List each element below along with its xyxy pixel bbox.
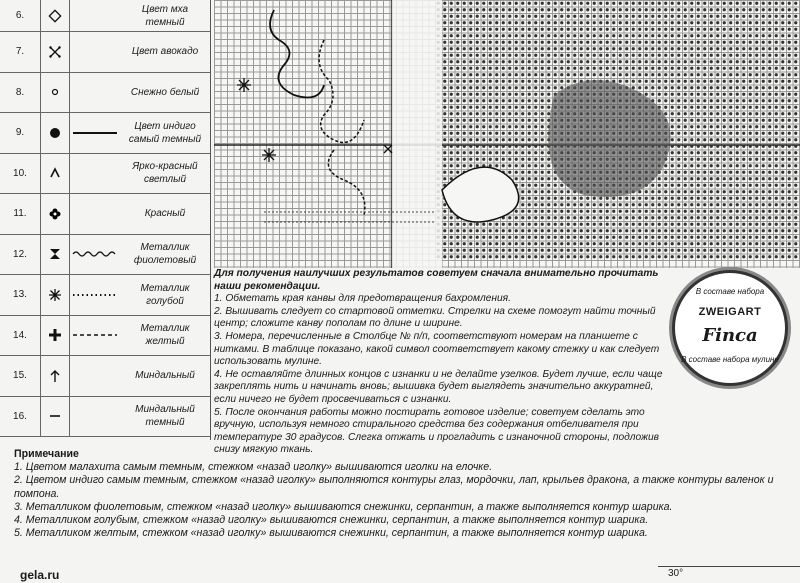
- legend-row: [0, 32, 210, 73]
- color-legend-table: [0, 0, 211, 440]
- legend-row: [0, 356, 210, 397]
- notes-block: [14, 448, 794, 540]
- x-dots-icon: [41, 32, 70, 72]
- legend-row: [0, 235, 210, 276]
- legend-row: [0, 73, 210, 114]
- badge-top-text: В составе набора: [695, 287, 765, 296]
- small-circle-icon: [41, 73, 70, 113]
- legend-color-name: Миндальный: [135, 370, 195, 382]
- legend-number: 14.: [0, 316, 41, 356]
- instruction-item: 4. Не оставляйте длинных концов с изнанки и не делайте узелков. Будет лучше, если чаще закреплять нить и начинать вновь; вышивка будет выглядеть значительно аккуратней, если ничего не будет просвечиваться с изнанки.: [214, 368, 663, 405]
- legend-color-name: Ярко-красный светлый: [132, 161, 198, 186]
- stitch-line-sample: [70, 316, 120, 356]
- stitch-line-sample: [70, 0, 120, 31]
- note-item: 4. Металликом голубым, стежком «назад иголку» вышиваются снежинки, серпантин, а также выполняется контур шарика.: [14, 514, 649, 527]
- instructions-block: [214, 268, 664, 457]
- wash-temperature-symbol: [658, 566, 800, 583]
- instruction-item: 1. Обметать края канвы для предотвращения бахромления.: [214, 293, 511, 305]
- legend-color-name: Цвет авокадо: [131, 46, 199, 58]
- legend-number: 16.: [0, 397, 41, 437]
- legend-number: 6.: [0, 0, 41, 31]
- legend-number: 12.: [0, 235, 41, 275]
- note-item: 3. Металликом фиолетовым, стежком «назад иголку» вышиваются снежинки, серпантин, а также выполняется контур шарика.: [14, 500, 673, 513]
- asterisk-icon: [41, 275, 70, 315]
- zweigart-finca-badge: [672, 270, 788, 386]
- stitch-line-sample: [70, 397, 120, 437]
- instruction-item: 2. Вышивать следует со стартовой отметки. Стрелки на схеме помогут найти точный центр; сложите канву пополам по длине и ширине.: [214, 305, 656, 330]
- note-item: 1. Цветом малахита самым темным, стежком «назад иголку» вышиваются иголки на елочке.: [14, 461, 493, 474]
- legend-color-name: Снежно белый: [130, 86, 200, 98]
- instruction-item: 3. Номера, перечисленные в Столбце № п/п, соответствуют номерам на планшете с нитками. В таблице показано, какой символ соответствует какому стежку и как следует использовать мулине.: [214, 330, 660, 368]
- stitch-line-sample: [70, 113, 120, 153]
- legend-color-name: Металлик фиолетовый: [133, 242, 197, 267]
- cross-stitch-chart: [214, 0, 800, 268]
- note-item: 5. Металликом желтым, стежком «назад иголку» вышиваются снежинки, серпантин, а также выполняется контур шарика.: [14, 527, 648, 540]
- temperature-label: 30°: [668, 568, 684, 579]
- chart-pattern: [214, 0, 800, 268]
- stitch-line-sample: [70, 235, 120, 275]
- flower-icon: [41, 194, 70, 234]
- legend-number: 9.: [0, 113, 41, 153]
- stitch-line-sample: [70, 194, 120, 234]
- stitch-line-sample: [70, 73, 120, 113]
- legend-color-name: Цвет индиго самый темный: [128, 120, 202, 145]
- legend-number: 8.: [0, 73, 41, 113]
- filled-circle-icon: [41, 113, 70, 153]
- snowflake-icon: [237, 78, 392, 162]
- plus-icon: [41, 316, 70, 356]
- notes-title: Примечание: [14, 448, 79, 460]
- site-logo: gela.ru: [20, 568, 60, 582]
- note-item: 2. Цветом индиго самым темным, стежком «назад иголку» выполняются контуры глаз, мордочки, лап, крыльев дракона, а также контуры валенок и помпона.: [14, 474, 774, 500]
- badge-brand-finca: Finca: [702, 325, 758, 346]
- stitch-line-sample: [70, 154, 120, 194]
- legend-row: [0, 0, 210, 32]
- caret-up-icon: [41, 154, 70, 194]
- instruction-item: 5. После окончания работы можно постирать готовое изделие; советуем сделать это вручную, используя немного стирального средства без содержания отбеливателя при температуре 30 градусов. Слегка отжать и прогладить с изнаночной стороны, подложив снизу мягкую ткань.: [214, 406, 659, 456]
- minus-icon: [41, 397, 70, 437]
- legend-color-name: Цвет мха темный: [141, 3, 189, 28]
- stitch-line-sample: [70, 356, 120, 396]
- legend-number: 15.: [0, 356, 41, 396]
- instructions-list: [214, 293, 664, 457]
- stitch-line-sample: [70, 32, 120, 72]
- legend-color-name: Металлик желтый: [140, 323, 190, 348]
- badge-bottom-text: В составе набора мулине: [681, 355, 779, 364]
- legend-row: [0, 316, 210, 357]
- legend-row: [0, 194, 210, 235]
- stitch-line-sample: [70, 275, 120, 315]
- diamond-outline-icon: [41, 0, 70, 31]
- legend-row: [0, 113, 210, 154]
- legend-number: 7.: [0, 32, 41, 72]
- instructions-title: Для получения наилучших результатов советуем сначала внимательно прочитать наши рекомендации.: [214, 268, 659, 292]
- legend-color-name: Металлик голубой: [140, 282, 190, 307]
- legend-row: [0, 275, 210, 316]
- hourglass-icon: [41, 235, 70, 275]
- legend-number: 13.: [0, 275, 41, 315]
- legend-row: [0, 154, 210, 195]
- arrow-up-icon: [41, 356, 70, 396]
- legend-color-name: Красный: [144, 208, 186, 220]
- legend-row: [0, 397, 210, 438]
- badge-brand-zweigart: ZWEIGART: [698, 306, 762, 318]
- legend-number: 11.: [0, 194, 41, 234]
- legend-number: 10.: [0, 154, 41, 194]
- legend-color-name: Миндальный темный: [135, 404, 195, 429]
